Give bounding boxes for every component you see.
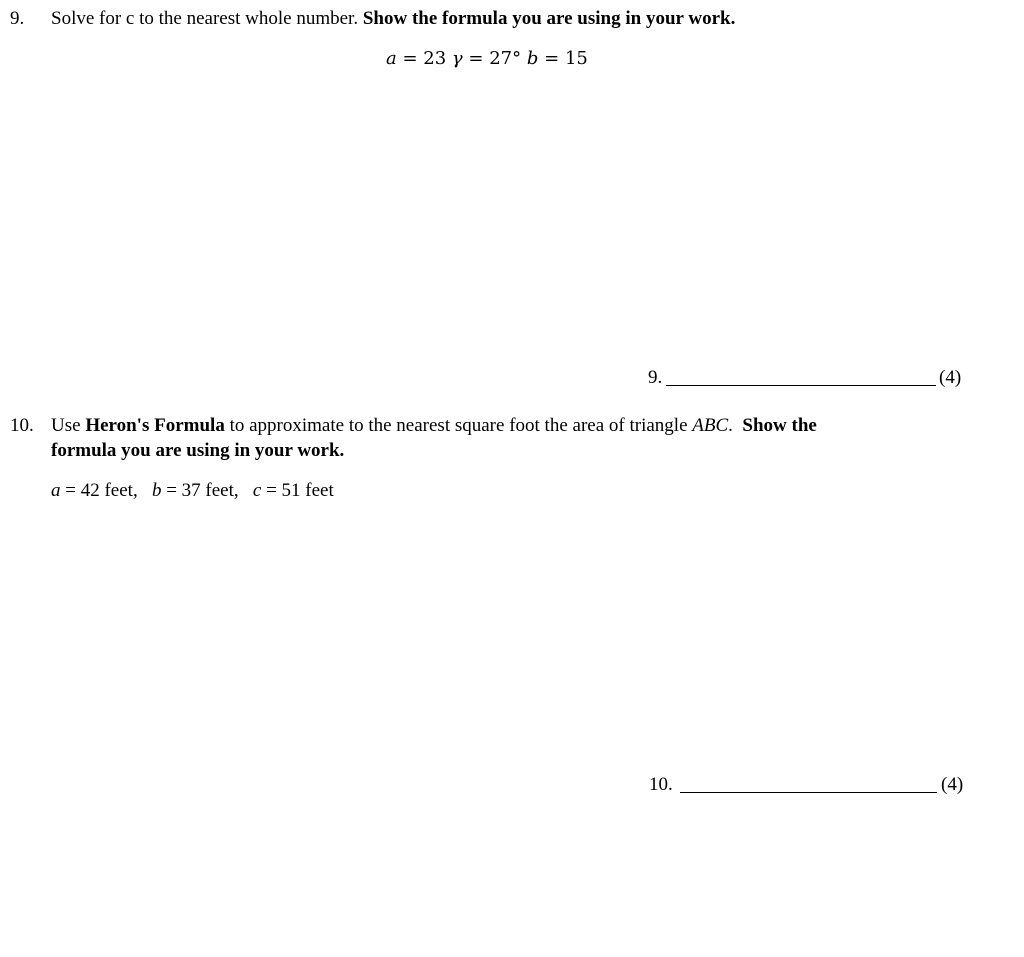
q9-answer-label: 9.: [648, 367, 663, 388]
q10-given-b-value: = 37 feet,: [166, 480, 239, 501]
q9-number: 9.: [10, 8, 25, 29]
q10-given-a-var: a: [51, 480, 61, 501]
q10-given-a-value: = 42 feet,: [65, 480, 138, 501]
q9-given-a-var: a: [386, 48, 397, 69]
q10-answer-label: 10.: [649, 774, 673, 795]
q10-givens: [51, 479, 334, 503]
q9-prompt-instruction: Show the formula you are using in your work.: [362, 8, 736, 29]
q10-given-c-value: = 51 feet: [266, 480, 334, 501]
q9-given-a-value: = 23: [402, 48, 447, 69]
q10-prompt-instruction-1: Show the: [742, 415, 817, 436]
q10-prompt-instruction-2: formula you are using in your work.: [51, 440, 345, 461]
q9-given-gamma-var: γ: [451, 48, 463, 69]
q10-prompt-text-3: .: [728, 415, 733, 436]
q10-prompt-text-1: Use: [51, 415, 81, 436]
q10-number: 10.: [10, 415, 34, 436]
q10-prompt-text-2: to approximate to the nearest square foot the area of triangle: [229, 415, 688, 436]
q9-given-b-value: = 15: [544, 48, 588, 69]
q10-answer-line[interactable]: [680, 792, 937, 793]
q10-triangle-name: ABC: [692, 415, 729, 436]
q9-given-b-var: b: [526, 48, 539, 69]
q10-given-c-var: c: [252, 480, 262, 501]
q10-prompt-herons-formula: Heron's Formula: [85, 415, 225, 436]
q10-given-b-var: b: [151, 480, 162, 501]
q9-prompt: [51, 7, 735, 31]
q9-givens: [386, 47, 588, 71]
q9-given-gamma-value: = 27°: [468, 48, 522, 69]
q10-points: (4): [941, 774, 964, 795]
q9-points: (4): [939, 367, 962, 388]
q9-answer-line[interactable]: [666, 385, 936, 386]
q10-prompt-line1: [51, 414, 817, 438]
q9-prompt-text: Solve for c to the nearest whole number.: [51, 8, 359, 29]
